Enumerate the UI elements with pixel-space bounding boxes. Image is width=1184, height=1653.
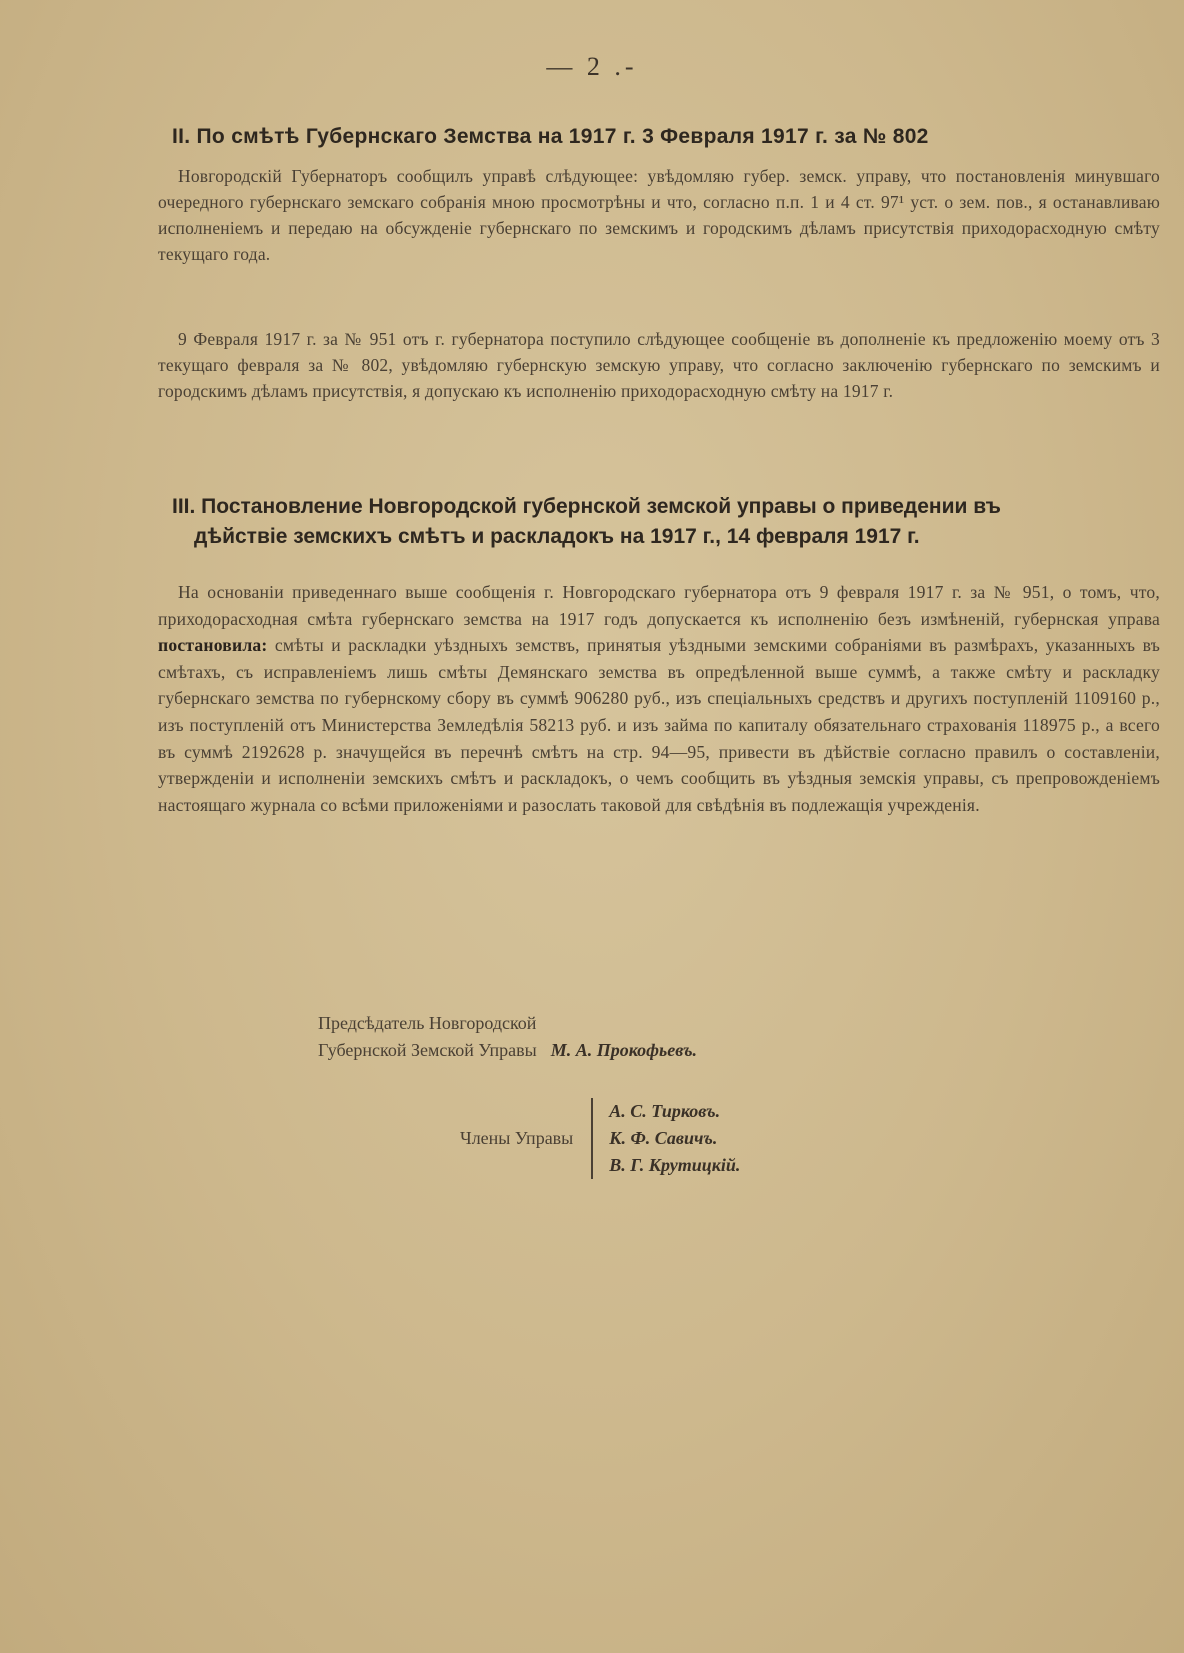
chairman-title-line-1: Предсѣдатель Новгородской [318, 1013, 537, 1033]
member-name: В. Г. Крутицкій. [609, 1155, 741, 1175]
section-3-paragraph-text-before: На основаніи приведеннаго выше сообщенія г. Новгородскаго губернатора отъ 9 февраля 1917 г. за № 951, о томъ, что, приходорасходная смѣта губернскаго земства на 1917 годъ допускается къ исполненію безъ измѣненій, губернская управа [158, 582, 1160, 629]
member-name: А. С. Тирковъ. [609, 1101, 721, 1121]
section-3-paragraph-text-after: смѣты и раскладки уѣздныхъ земствъ, принятыя уѣздными земскими собраніями въ размѣрахъ, указанныхъ въ смѣтахъ, съ исправленіемъ лишь смѣты Демянскаго земства въ опредѣленной выше суммѣ, а также смѣту и раскладку губернскаго земства по губернскому сбору въ суммѣ 906280 руб., изъ спеціальныхъ средствъ и другихъ поступленій 1109160 р., изъ поступленій отъ Министерства Земледѣлія 58213 руб. и изъ займа по капиталу обязательнаго страхованія 118975 р., а всего въ суммѣ 2192628 р. значущейся въ перечнѣ смѣтъ на стр. 94—95, привести въ дѣйствіе согласно правилъ о составленіи, утвержденіи и исполненіи земскихъ смѣтъ и раскладокъ, о чемъ сообщить въ уѣздныя земскія управы, съ препровожденіемъ настоящаго журнала со всѣми приложеніями и разослать таковой для свѣдѣнія въ подлежащія учрежденія. [158, 635, 1160, 815]
page-number: — 2 .- [546, 52, 638, 81]
section-2-heading: II. По смѣтѣ Губернскаго Земства на 1917 г. 3 Февраля 1917 г. за № 802 [172, 125, 929, 148]
section-3-heading-line-1: III. Постановление Новгородской губернской земской управы о приведении въ [172, 495, 1001, 518]
section-2-paragraph-1 [158, 163, 1160, 267]
section-2-paragraph-1-text: Новгородскій Губернаторъ сообщилъ управѣ слѣдующее: увѣдомляю губер. земск. управу, что постановленія минувшаго очередного губернскаго земскаго собранія мною просмотрѣны и что, согласно п.п. 1 и 4 ст. 97¹ уст. о зем. пов., я останавливаю исполненіемъ и передаю на обсужденіе губернскаго по земскимъ и городскимъ дѣламъ присутствія приходорасходную смѣту текущаго года. [158, 166, 1160, 264]
section-3-paragraph [158, 579, 1160, 818]
chairman-title-line-2-row [318, 1037, 697, 1064]
section-3-heading [172, 492, 1132, 552]
members-label: Члены Управы [460, 1128, 574, 1148]
section-2-paragraph-2-text: 9 Февраля 1917 г. за № 951 отъ г. губернатора поступило слѣдующее сообщеніе въ дополненіе къ предложенію моему отъ 3 текущаго февраля за № 802, увѣдомляю губернскую земскую управу, что согласно заключенію губернскаго по земскимъ и городскимъ дѣламъ присутствія, я допускаю къ исполненію приходорасходную смѣту на 1917 г. [158, 329, 1160, 401]
resolution-keyword: постановила: [158, 635, 268, 656]
section-2-paragraph-2 [158, 326, 1160, 404]
chairman-name: М. А. Прокофьевъ. [550, 1040, 698, 1060]
section-3-heading-line-2: дѣйствіе земскихъ смѣтъ и раскладокъ на 1917 г., 14 февраля 1917 г. [194, 525, 920, 548]
chairman-signature-block [318, 1010, 697, 1064]
member-name: К. Ф. Савичъ. [609, 1128, 718, 1148]
members-list [591, 1098, 740, 1179]
chairman-title-line-2: Губернской Земской Управы [318, 1040, 537, 1060]
board-members-block [460, 1098, 740, 1179]
